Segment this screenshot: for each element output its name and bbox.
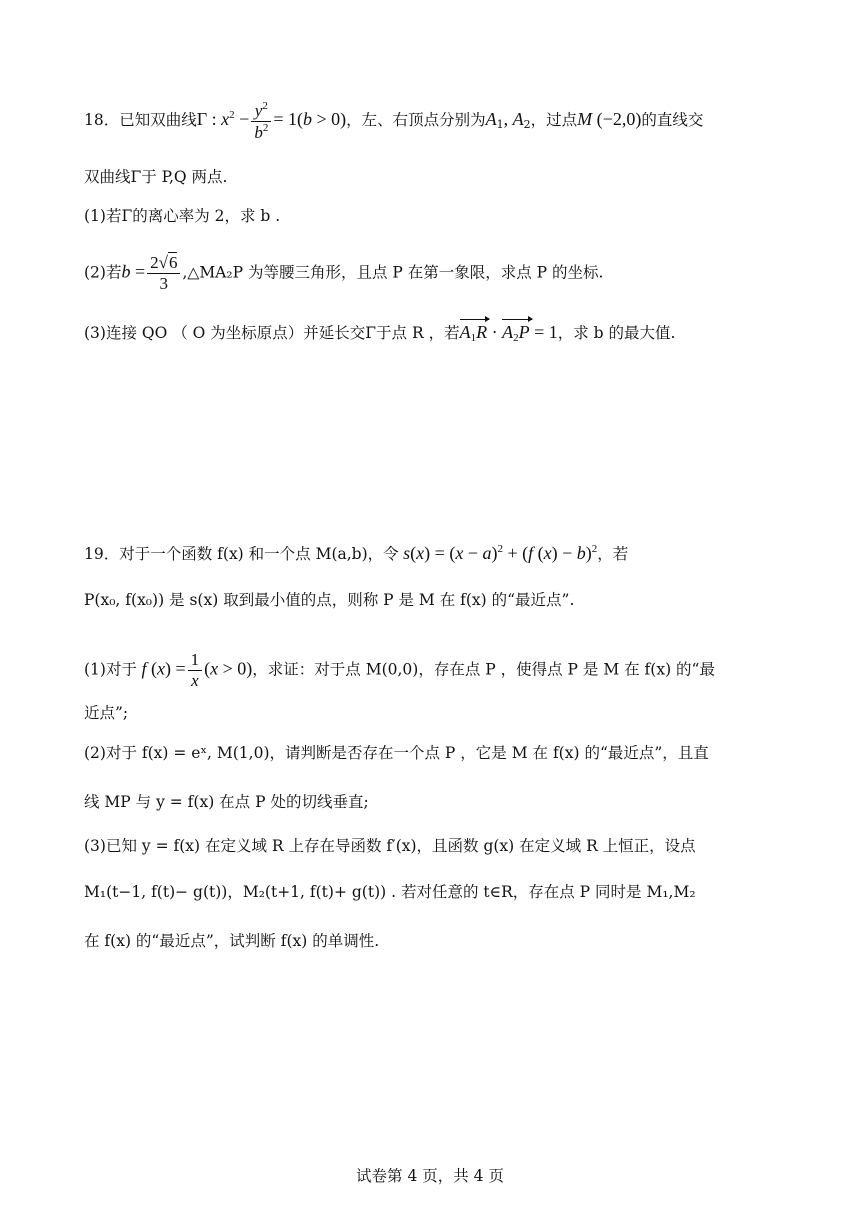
p18-line1: 18．已知双曲线Γ : $x^2$ − $\frac{y^2}{b^2}$ = 1(b > 0)，左、右顶点分别为$A_1$, $A_2$，过点M (−2,0)的直线交: [84, 100, 704, 142]
fraction-2sqrt6-3: $\frac{2√6}{3}$: [147, 254, 180, 293]
page-footer: 试卷第 4 页，共 4 页: [356, 1167, 504, 1185]
p18-q2: (2)若b = $\frac{2√6}{3}$ ,△MA₂P 为等腰三角形，且点 P 在第一象限，求点 P 的坐标.: [84, 253, 604, 293]
p18-line2: 双曲线Γ于 P,Q 两点.: [84, 168, 228, 186]
p19-q1-cont: 近点”;: [84, 704, 129, 722]
p19-q3-cont2: 在 f(x) 的“最近点”，试判断 f(x) 的单调性.: [84, 932, 380, 950]
p18-q3: (3)连接 QO （ O 为坐标原点）并延长交Γ于点 R ，若$A_1R \cdot A_2P = 1$，求 b 的最大值.: [84, 322, 676, 344]
p19-q2-cont: 线 MP 与 y = f(x) 在点 P 处的切线垂直;: [84, 793, 369, 811]
p19-q3-cont1: M₁(t−1, f(t)− g(t))，M₂(t+1, f(t)+ g(t)) . 若对任意的 t∈R，存在点 P 同时是 M₁,M₂: [84, 883, 696, 901]
p19-q2: (2)对于 f(x) = eˣ, M(1,0)，请判断是否存在一个点 P ，它是 M 在 f(x) 的“最近点”，且直: [84, 744, 709, 762]
p18-q1: (1)若Γ的离心率为 2，求 b .: [84, 207, 281, 225]
fraction-y2-b2: $\frac{y^2}{b^2}$: [251, 100, 271, 142]
p19-q3: (3)已知 y = f(x) 在定义域 R 上存在导函数 f′(x)，且函数 g(x) 在定义域 R 上恒正，设点: [84, 837, 696, 855]
p19-line2: P(x₀, f(x₀)) 是 s(x) 取到最小值的点，则称 P 是 M 在 f(x) 的“最近点”.: [84, 591, 575, 609]
p19-q1: (1)对于 f (x) = $\frac{1}{x}$ (x > 0)，求证：对于点 M(0,0)，存在点 P ，使得点 P 是 M 在 f(x) 的“最: [84, 650, 715, 690]
p19-line1: 19．对于一个函数 f(x) 和一个点 M(a,b)，令 $s(x) = (x - a)^2 + (f$ (x) − b)$^2$，若: [84, 543, 629, 563]
fraction-1-x: $\frac{1}{x}$: [188, 651, 203, 690]
